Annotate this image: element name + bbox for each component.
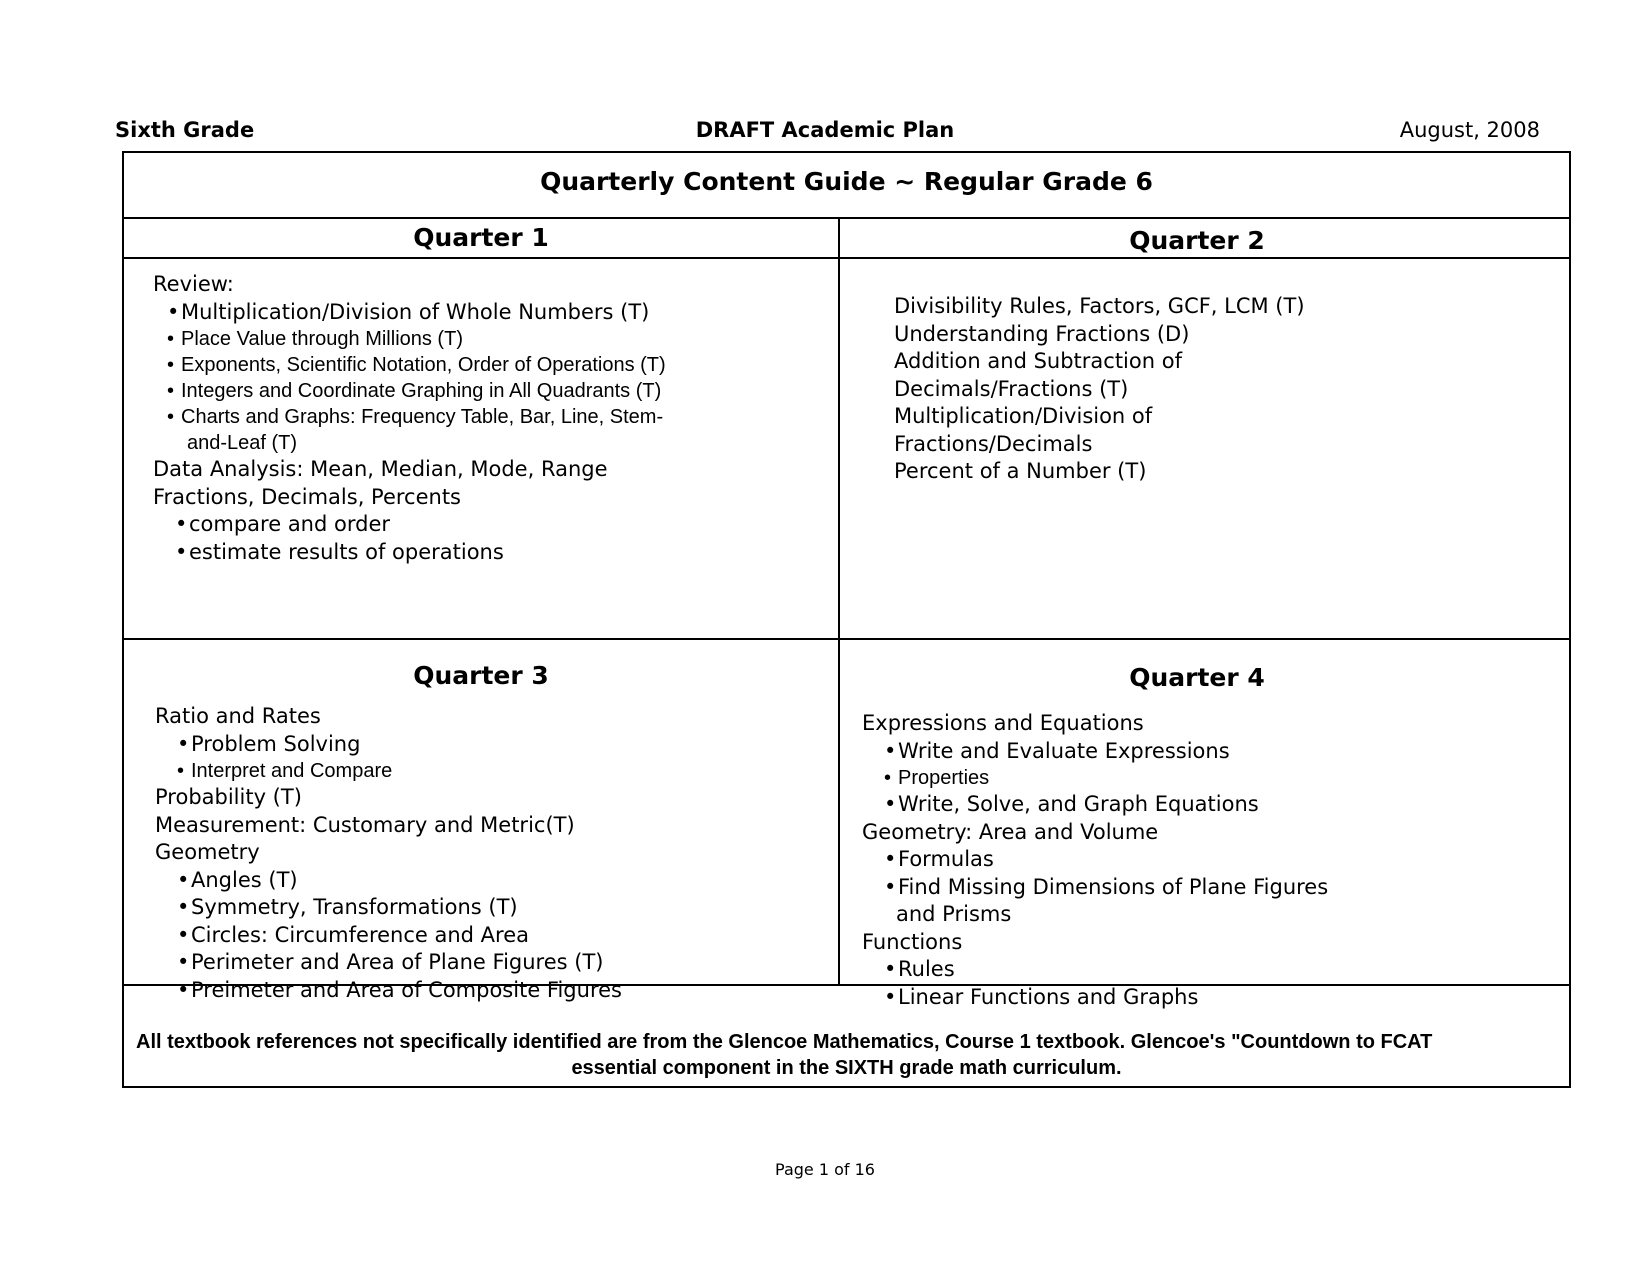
list-item: •Symmetry, Transformations (T) — [177, 895, 518, 919]
list-item: •Linear Functions and Graphs — [884, 984, 1199, 1009]
list-item: Probability (T) — [155, 785, 302, 809]
list-item: Addition and Subtraction of — [894, 349, 1182, 373]
quarter-3-content — [155, 703, 622, 1004]
list-item: Percent of a Number (T) — [894, 459, 1147, 483]
content-guide-table — [122, 151, 1571, 1088]
list-item: Ratio and Rates — [155, 704, 321, 728]
list-item: Multiplication/Division of — [894, 404, 1153, 428]
divider — [124, 217, 1569, 219]
list-item: •Write and Evaluate Expressions — [884, 738, 1230, 763]
list-item: Decimals/Fractions (T) — [894, 376, 1129, 401]
list-item: •Write, Solve, and Graph Equations — [884, 792, 1259, 816]
quarter-4-content — [862, 710, 1329, 1009]
quarter-4-heading: Quarter 4 — [1129, 663, 1265, 692]
list-item: Expressions and Equations — [862, 711, 1144, 735]
list-item: • Integers and Coordinate Graphing in All Quadrants (T) — [167, 380, 662, 402]
list-item: •Preimeter and Area of Composite Figures — [177, 977, 622, 1002]
list-item: Fractions/Decimals — [894, 431, 1093, 456]
list-item: •Rules — [884, 957, 955, 981]
quarter-2-content — [894, 293, 1305, 486]
note-line-2: essential component in the SIXTH grade math curriculum. — [571, 1057, 1122, 1079]
list-item: •compare and order — [175, 512, 390, 536]
date-label: August, 2008 — [1399, 118, 1540, 142]
divider — [124, 257, 1569, 259]
list-item: Functions — [862, 929, 963, 954]
list-item: • Interpret and Compare — [177, 760, 393, 782]
list-item: •Perimeter and Area of Plane Figures (T) — [177, 950, 604, 974]
quarter-1-content — [153, 271, 666, 566]
list-item: •Multiplication/Division of Whole Numbers (T) — [167, 299, 650, 324]
list-item: • Charts and Graphs: Frequency Table, Bar, Line, Stem- — [167, 406, 664, 428]
list-item: •Find Missing Dimensions of Plane Figures — [884, 874, 1329, 899]
list-item: •estimate results of operations — [175, 539, 504, 564]
list-item: Divisibility Rules, Factors, GCF, LCM (T) — [894, 294, 1305, 318]
list-item: Measurement: Customary and Metric(T) — [155, 812, 575, 837]
list-item: • Properties — [884, 767, 990, 789]
list-item: •Angles (T) — [177, 867, 298, 892]
list-item: •Problem Solving — [177, 731, 361, 756]
page-number: Page 1 of 16 — [775, 1160, 875, 1179]
list-item: Data Analysis: Mean, Median, Mode, Range — [153, 457, 608, 481]
list-item: • Place Value through Millions (T) — [167, 328, 463, 350]
list-item: Review: — [153, 272, 234, 296]
list-item: and-Leaf (T) — [187, 432, 298, 454]
document-heading: DRAFT Academic Plan — [695, 118, 955, 142]
column-divider — [838, 219, 840, 986]
list-item: Geometry — [155, 840, 260, 864]
list-item: Geometry: Area and Volume — [862, 819, 1159, 844]
grade-label: Sixth Grade — [115, 118, 255, 142]
textbook-note — [124, 1019, 1569, 1088]
quarter-2-heading: Quarter 2 — [1129, 226, 1265, 255]
list-item: and Prisms — [896, 902, 1012, 926]
list-item: •Circles: Circumference and Area — [177, 922, 530, 947]
list-item: Understanding Fractions (D) — [894, 321, 1190, 346]
list-item: Fractions, Decimals, Percents — [153, 484, 461, 509]
quarter-3-heading: Quarter 3 — [413, 661, 549, 690]
list-item: •Formulas — [884, 847, 994, 871]
divider — [124, 638, 1569, 640]
quarter-1-heading: Quarter 1 — [413, 223, 549, 252]
table-title: Quarterly Content Guide ~ Regular Grade 6 — [540, 167, 1153, 196]
note-line-1: All textbook references not specifically identified are from the Glencoe Mathematics, Course 1 textbook. Glencoe's "Countdown to FCAT — [136, 1031, 1433, 1053]
list-item: • Exponents, Scientific Notation, Order of Operations (T) — [167, 354, 666, 376]
